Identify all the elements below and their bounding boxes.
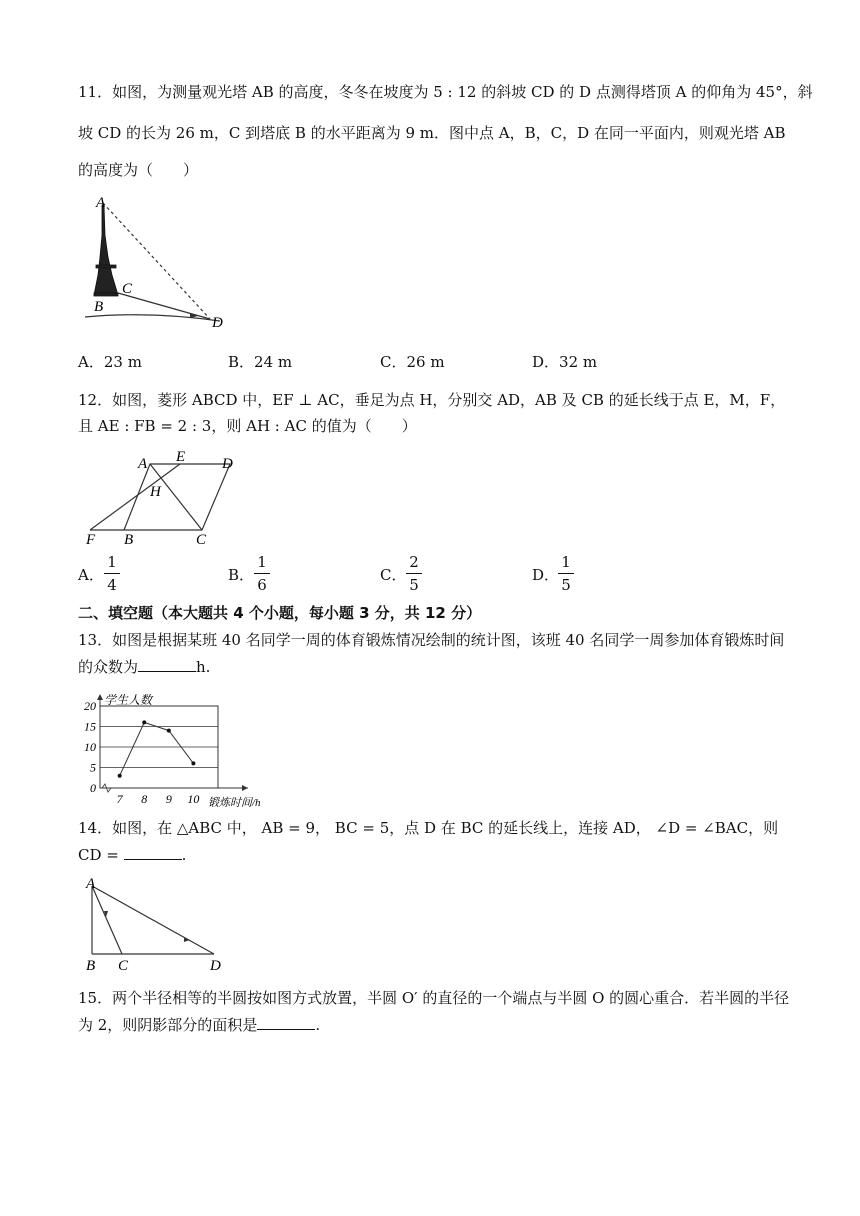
q12-option-a-letter: A． [78,566,104,584]
label-F: F [86,532,96,548]
q12-option-b-letter: B． [228,566,255,584]
q13-line1: 13．如图是根据某班 40 名同学一周的体育锻炼情况绘制的统计图，该班 40 名同学一周参加体育锻炼时间 [78,631,785,649]
x-axis-arrow-icon [242,785,248,791]
data-point [142,720,146,724]
label-D: D [212,315,223,331]
q12-line1: 12．如图，菱形 ABCD 中，EF ⊥ AC，垂足为点 H，分别交 AD，AB 及 CB 的延长线于点 E，M，F， [78,391,786,409]
q14-triangle-figure [84,876,234,976]
label-B: B [86,958,96,974]
q12-option-a-fraction: 1 4 [104,553,120,594]
y-tick-label: 0 [90,781,96,795]
q12-option-b-fraction: 1 6 [254,553,270,594]
label-A: A [138,456,148,472]
label-C: C [196,532,207,548]
y-tick-label: 5 [90,760,96,775]
q12-option-c-fraction: 2 5 [406,553,422,594]
y-tick-label: 15 [84,719,96,734]
q13-line2: 的众数为 h. [78,658,211,676]
q11-line3: 的高度为（ ） [78,161,199,179]
q12-option-d-fraction: 1 5 [558,553,574,594]
q14-line2: CD = . [78,846,187,864]
y-axis-arrow-icon [97,694,103,700]
label-D: D [222,456,233,472]
data-point [191,761,195,765]
x-axis-title: 锻炼时间/h [208,797,261,809]
q13-line-chart [72,685,292,810]
q15-line2: 为 2，则阴影部分的面积是 . [78,1016,321,1034]
q11-tower-figure [80,195,240,335]
q11-option-a: A．23 m [78,353,142,371]
label-E: E [176,449,186,465]
y-axis-title: 学生人数 [104,693,153,707]
y-tick-label: 10 [84,740,96,754]
q12-line2: 且 AE : FB = 2 : 3，则 AH : AC 的值为（ ） [78,417,417,435]
label-C: C [122,281,133,297]
q11-line2: 坡 CD 的长为 26 m，C 到塔底 B 的水平距离为 9 m．图中点 A，B，C，D 在同一平面内，则观光塔 AB [78,124,786,142]
data-point [167,729,171,733]
y-tick-label: 20 [84,699,96,713]
label-D: D [210,958,221,974]
x-tick-label: 10 [187,792,200,806]
data-point [118,774,122,778]
q12-rhombus-figure [82,449,252,548]
answer-blank [257,1015,315,1030]
q11-option-b: B．24 m [228,353,293,371]
answer-blank [124,845,182,860]
x-tick-label: 9 [165,792,172,806]
q14-line1: 14．如图，在 △ABC 中， AB = 9， BC = 5，点 D 在 BC 的延长线上，连接 AD， ∠D = ∠BAC，则 [78,819,779,837]
q12-option-c-letter: C． [380,566,407,584]
section-heading: 二、填空题（本大题共 4 个小题，每小题 3 分，共 12 分） [78,604,482,622]
q15-line1: 15．两个半径相等的半圆按如图方式放置，半圆 O′ 的直径的一个端点与半圆 O 的圆心重合．若半圆的半径 [78,989,790,1007]
q12-option-d-letter: D． [532,566,560,584]
tower-icon [94,205,118,296]
q11-line1: 11．如图，为测量观光塔 AB 的高度，冬冬在坡度为 5 : 12 的斜坡 CD 的 D 点测得塔顶 A 的仰角为 45°，斜 [78,83,813,101]
q11-option-c: C．26 m [380,353,445,371]
label-A: A [86,876,96,892]
answer-blank [138,657,196,672]
x-tick-label: 7 [116,792,123,806]
x-tick-label: 8 [141,792,148,806]
label-H: H [150,484,161,500]
label-B: B [124,532,134,548]
label-C: C [118,958,129,974]
label-A: A [96,195,106,211]
label-B: B [94,299,104,315]
q11-option-d: D．32 m [532,353,598,371]
